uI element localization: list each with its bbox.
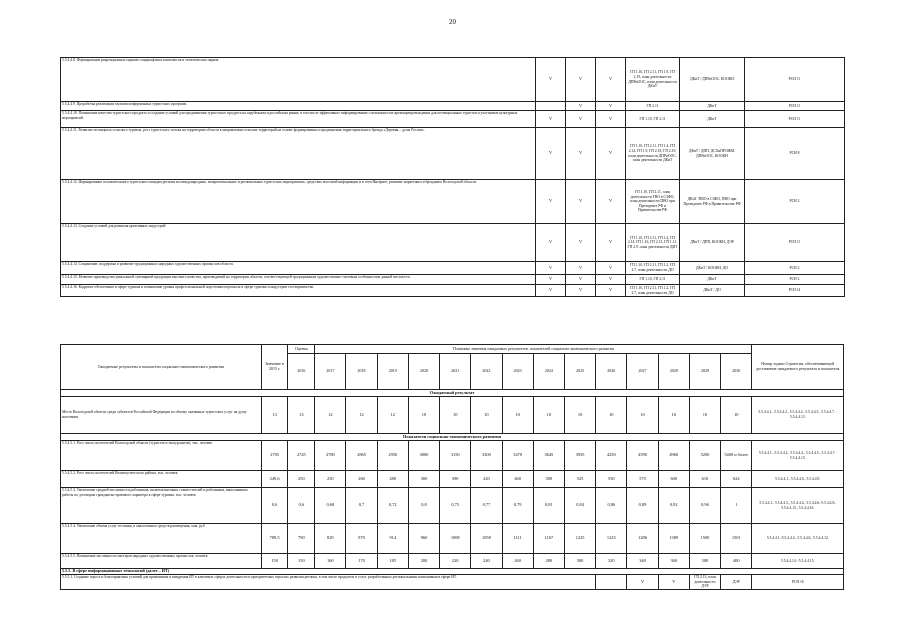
- indicator-value: 4960: [658, 441, 689, 471]
- period-mark-3: V: [596, 275, 626, 285]
- result-value: 10: [471, 397, 502, 434]
- indicator-value: 0,7: [346, 488, 377, 524]
- measure-text: 5.5.4.4.12. Формирование положительного туристского имиджа региона на международных, межрегиональных и региональных туристских мероприятиях, средствах массовой информации и в сети Интернет, развитие маркетинга и брендинга Вологодской области.: [61, 180, 536, 224]
- program-cell: ГП 2.11: [626, 102, 680, 111]
- indicator-value: 400: [721, 554, 752, 569]
- indicator-value: 1389: [658, 524, 689, 554]
- result-value: 10: [689, 397, 720, 434]
- indicator-value: 829: [315, 524, 346, 554]
- result-value: 12: [346, 397, 377, 434]
- year-header: 2024: [533, 354, 564, 390]
- indicator-value: 170: [346, 554, 377, 569]
- indicator-value: 2705: [261, 441, 288, 471]
- indicator-row: [61, 488, 844, 524]
- header-2015: Значение в 2015 г.: [261, 345, 288, 390]
- year-header: 2021: [440, 354, 471, 390]
- result-value: 10: [564, 397, 595, 434]
- measure-row: [61, 275, 845, 285]
- indicators-table: [60, 344, 844, 590]
- responsible-cell: ДКиТ /ПВО в СЗФО, ПВО при Президенте РФ и Правительстве РФ: [680, 180, 745, 224]
- indicator-value: 575: [627, 471, 658, 488]
- result-value: 13: [261, 397, 288, 434]
- period-mark-1: V: [536, 58, 566, 102]
- measure-text: 5.5.4.4.16. Кадровое обеспечение в сфере туризма и повышение уровня профессиональной подготовки персонала в сфере туризма и индустрии гостеприимства.: [61, 285, 536, 297]
- indicator-value: 500: [533, 471, 564, 488]
- link-cell: РСН 11: [745, 102, 845, 111]
- indicator-value: 390: [440, 471, 471, 488]
- header-planned-values: Плановые значения ожидаемых результатов, показателей социально-экономического развития: [315, 345, 752, 354]
- result-value: 10: [533, 397, 564, 434]
- indicator-value: 260: [346, 471, 377, 488]
- indicator-value: 1111: [502, 524, 533, 554]
- period-mark-1: V: [536, 285, 566, 297]
- indicator-value: 790: [288, 524, 315, 554]
- indicator-value: 5400 и более: [721, 441, 752, 471]
- period-mark-3: V: [596, 262, 626, 275]
- indicator-value: 380: [689, 554, 720, 569]
- period-mark-1: [596, 575, 627, 590]
- responsible-cell: ДКиТ: [680, 275, 745, 285]
- period-mark-2: V: [566, 128, 596, 180]
- indicator-value: 1225: [596, 524, 627, 554]
- indicator-value: 0,86: [596, 488, 627, 524]
- period-mark-3: V: [596, 128, 626, 180]
- indicator-value: 914: [377, 524, 408, 554]
- result-task: 5.5.4.4.1., 5.5.4.4.2., 5.5.4.4.4., 5.5.4.4.5., 5.5.4.4.7. - 5.5.4.4.13.: [752, 397, 844, 434]
- header-estimate: Оценка: [288, 345, 315, 354]
- indicator-value: 300: [408, 471, 439, 488]
- indicator-value: 1: [721, 488, 752, 524]
- link-cell: РСН 2: [745, 275, 845, 285]
- indicator-value: 0,8: [408, 488, 439, 524]
- indicator-value: 1008: [440, 524, 471, 554]
- measure-text: 5.5.4.4.11. Развитие потенциала сельского туризма, рост туристского потока на территорию области в направлении сельских территорий на основе формирования и продвижения территориального бренда «Деревня – душа России».: [61, 128, 536, 180]
- measure-text: 5.5.4.4.13. Создание условий для развития креативных индустрий: [61, 224, 536, 262]
- period-mark-2: V: [566, 180, 596, 224]
- responsible-cell: ДКиТ: [680, 102, 745, 111]
- indicator-row: [61, 471, 844, 488]
- indicator-value: 0,75: [440, 488, 471, 524]
- indicator-value: 550: [596, 471, 627, 488]
- program-cell: ГП 1.10, ГП 2.11, ГП 1.2, ГП 2.7, план деятельности ДО: [626, 285, 680, 297]
- measure-text: 5.5.4.4.9. Проработка реализации мультиплатформенных туристских программ.: [61, 102, 536, 111]
- period-mark-1: V: [536, 180, 566, 224]
- year-header: 2022: [471, 354, 502, 390]
- period-mark-3: V: [596, 285, 626, 297]
- indicator-value: 870: [346, 524, 377, 554]
- responsible-cell: ДКиТ / ДПРиООС, КООКН: [680, 58, 745, 102]
- indicator-value: 185: [377, 554, 408, 569]
- indicator-value: 460: [502, 471, 533, 488]
- link-cell: РСН 11: [745, 111, 845, 128]
- indicator-value: 0,72: [377, 488, 408, 524]
- indicator-value: 250: [315, 471, 346, 488]
- indicator-value: 2865: [346, 441, 377, 471]
- period-mark-1: V: [536, 224, 566, 262]
- indicator-value: 0,6: [288, 488, 315, 524]
- program-cell: ГП 1.10, ГП 2.11: [626, 111, 680, 128]
- program-cell: ГП 2.13, план деятельности ДЭР: [689, 575, 720, 590]
- indicator-value: 1501: [721, 524, 752, 554]
- indicator-value: 200: [408, 554, 439, 569]
- indicator-value: 1058: [471, 524, 502, 554]
- responsible-cell: ДКиТ / ДО: [680, 285, 745, 297]
- indicator-value: 2950: [377, 441, 408, 471]
- period-mark-3: V: [596, 180, 626, 224]
- header-task-number: Номер задачи Стратегии, обеспечивающей достижение ожидаемого результата и показателя: [752, 345, 844, 390]
- year-header: 2020: [408, 354, 439, 390]
- year-header: 2028: [658, 354, 689, 390]
- indicator-value: 4590: [627, 441, 658, 471]
- indicator-value: 360: [658, 554, 689, 569]
- indicator-value: 0,92: [658, 488, 689, 524]
- year-header: 2025: [564, 354, 595, 390]
- indicator-value: 420: [471, 471, 502, 488]
- year-header: 2019: [377, 354, 408, 390]
- period-mark-2: V: [566, 224, 596, 262]
- link-cell: РСН 2: [745, 180, 845, 224]
- responsible-cell: ДКиТ / ДПП, КООКН, ДЭР: [680, 224, 745, 262]
- indicator-value: 0,96: [689, 488, 720, 524]
- year-header: 2030: [721, 354, 752, 390]
- indicator-row: [61, 554, 844, 569]
- it-measure-row: [61, 575, 844, 590]
- indicator-row: [61, 524, 844, 554]
- result-value: 12: [315, 397, 346, 434]
- indicator-task: 5.5.4.4.1.-5.5.4.4.4., 5.5.4.4.6., 5.5.4.4.12.: [752, 524, 844, 554]
- indicator-value: 260: [502, 554, 533, 569]
- indicator-value: 220: [440, 554, 471, 569]
- year-header: 2023: [502, 354, 533, 390]
- indicator-label: 5.5.4.5.1. Рост числа посетителей Вологодской области (туристов и экскурсантов), тыс. человек: [61, 441, 262, 471]
- year-header: 2017: [315, 354, 346, 390]
- indicator-task: 5.5.4.4.14. -5.5.4.4.15.: [752, 554, 844, 569]
- indicator-value: 320: [596, 554, 627, 569]
- measure-text: 5.5.4.4.10. Повышение качества туристского продукта и создание условий для продвижения туристского продукта на зарубежном и российском рынке, в том числе эффективное информирование о возможностях времяпрепровождения для потенциальных туристов и участников культурных мероприятий.: [61, 111, 536, 128]
- responsible-cell: ДКиТ: [680, 111, 745, 128]
- it-measure-text: 5.5.5.1. Создание спроса и благоприятных условий для применения и внедрения ИТ в ключевых сферах деятельности и приоритетных отраслях развития региона, в том числе продуктов и услуг, разработанных региональными компаниями в сфере ИТ.: [61, 575, 596, 590]
- period-mark-2: V: [566, 262, 596, 275]
- indicator-label: 5.5.4.5.2. Рост числа посетителей Великоустюгского района, тыс. человек: [61, 471, 262, 488]
- measure-text: 5.5.4.4.8. Формирование рекреационных парково-ландшафтных комплексов и тематических парков.: [61, 58, 536, 102]
- indicator-value: 1225: [564, 524, 595, 554]
- period-mark-2: V: [566, 285, 596, 297]
- measure-row: [61, 102, 845, 111]
- indicator-task: 5.5.4.4.1., 5.5.4.4.3., 5.5.4.4.4., 5.5.4.4.6.-5.5.4.4.8., 5.5.4.4.13., 5.5.4.4.16.: [752, 488, 844, 524]
- indicator-value: 150: [261, 554, 288, 569]
- header-results: Ожидаемые результаты и показатели социально-экономического развития: [61, 345, 262, 390]
- period-mark-3: V: [596, 58, 626, 102]
- page-number: 20: [449, 18, 456, 26]
- indicator-value: 0,77: [471, 488, 502, 524]
- period-mark-1: [536, 102, 566, 111]
- year-header: 2018: [346, 354, 377, 390]
- link-cell: РСН 2: [745, 262, 845, 275]
- indicator-value: 789,5: [261, 524, 288, 554]
- indicator-value: 340: [627, 554, 658, 569]
- measure-row: [61, 224, 845, 262]
- indicator-value: 960: [408, 524, 439, 554]
- period-mark-3: V: [596, 111, 626, 128]
- indicator-value: 3645: [533, 441, 564, 471]
- indicator-value: 0,84: [564, 488, 595, 524]
- indicator-value: 2780: [315, 441, 346, 471]
- result-value: 10: [658, 397, 689, 434]
- indicator-value: 0,89: [627, 488, 658, 524]
- year-header: 2016: [288, 354, 315, 390]
- measure-text: 5.5.4.4.15. Развитие производства уникальной сувенирной продукции высокого качества, производимой на территории области, соответствующей традиционным художественно-стилевым особенностям данной местности.: [61, 275, 536, 285]
- year-header: 2026: [596, 354, 627, 390]
- indicator-value: 1500: [689, 524, 720, 554]
- section-indicators: Показатели социально-экономического развития: [61, 434, 844, 441]
- indicator-value: 4250: [596, 441, 627, 471]
- indicator-value: 3000: [408, 441, 439, 471]
- indicator-value: 3470: [502, 441, 533, 471]
- result-value: 10: [502, 397, 533, 434]
- result-value: 10: [721, 397, 752, 434]
- indicator-label: 5.5.4.5.5. Повышение численности мастеров народных художественных промыслов, человек: [61, 554, 262, 569]
- result-value: 12: [377, 397, 408, 434]
- indicator-value: 600: [658, 471, 689, 488]
- indicator-value: 1167: [533, 524, 564, 554]
- indicator-value: 0,6: [261, 488, 288, 524]
- indicator-value: 2745: [288, 441, 315, 471]
- program-cell: ГП 1.10, ГП 2.11, ГП 1.4, ГП 2.14, ГП 1.9, ГП 2.18, ГП 2.19, план деятельности ДПРиООС, план деятельности ДКиТ: [626, 128, 680, 180]
- responsible-cell: ДКиТ / КООКН, ДО: [680, 262, 745, 275]
- period-mark-1: V: [536, 128, 566, 180]
- indicator-value: 0,79: [502, 488, 533, 524]
- indicator-row: [61, 441, 844, 471]
- measure-row: [61, 285, 845, 297]
- it-section-heading: 5.5.5. В сфере информационных технологий (далее – ИТ): [61, 569, 844, 575]
- year-header: 2029: [689, 354, 720, 390]
- indicator-value: 0,81: [533, 488, 564, 524]
- indicator-label: 5.5.4.5.3. Увеличение средней численности работников, включая внешних совместителей и работников, выполнявших работы по договорам гражданско-правового характера в сфере туризма, тыс. человек: [61, 488, 262, 524]
- program-cell: ГП 1.10, ГП 2.11, ГП 1.4, ГП 2.14, ГП 1.16, ГП 2.13, ГП 1.11, ГП 2.9, план деятельности ДИТ: [626, 224, 680, 262]
- indicator-task: 5.5.4.4.1., 5.5.4.4.6., 5.5.4.4.9.: [752, 471, 844, 488]
- link-cell: РСН 11: [745, 224, 845, 262]
- period-mark-3: V: [596, 224, 626, 262]
- program-cell: ГП 1.10, ГП 2.11, план деятельности ГВО в СЗФО, план деятельности ПВО при Президенте РФ и Правительстве РФ: [626, 180, 680, 224]
- measure-row: [61, 262, 845, 275]
- measure-row: [61, 58, 845, 102]
- responsible-cell: ДКиТ / ДПП, ДСХиПРОЖМ, ДПРиООС, КООКН: [680, 128, 745, 180]
- link-cell: РСН 11: [745, 58, 845, 102]
- period-mark-1: V: [536, 262, 566, 275]
- year-header: 2027: [627, 354, 658, 390]
- indicator-value: 3150: [440, 441, 471, 471]
- indicator-value: 249,6: [261, 471, 288, 488]
- indicator-value: 280: [377, 471, 408, 488]
- link-cell: РСН 8: [745, 128, 845, 180]
- result-value: 10: [440, 397, 471, 434]
- program-cell: ГП 1.10, ГП 2.11, ГП 1.2, ГП 2.7, план деятельности ДО: [626, 262, 680, 275]
- period-mark-2: V: [566, 102, 596, 111]
- indicator-value: 250: [288, 471, 315, 488]
- responsible-cell: ДЭР: [721, 575, 752, 590]
- period-mark-1: V: [536, 111, 566, 128]
- indicator-label: 5.5.4.5.4. Увеличение объема услуг гостиниц и аналогичных средств размещения, млн. руб: [61, 524, 262, 554]
- indicator-value: 280: [533, 554, 564, 569]
- indicator-value: 5200: [689, 441, 720, 471]
- period-mark-2: V: [566, 111, 596, 128]
- indicator-value: 610: [689, 471, 720, 488]
- indicator-value: 300: [564, 554, 595, 569]
- indicator-value: 0,68: [315, 488, 346, 524]
- result-value: 10: [408, 397, 439, 434]
- indicator-value: 525: [564, 471, 595, 488]
- indicator-value: 3300: [471, 441, 502, 471]
- section-expected-result: Ожидаемый результат: [61, 390, 844, 397]
- measure-text: 5.5.4.4.14. Сохранение, поддержка и развитие традиционных народных художественных промыслов области.: [61, 262, 536, 275]
- measure-row: [61, 111, 845, 128]
- measures-table: [60, 57, 845, 297]
- result-value: 10: [596, 397, 627, 434]
- indicator-task: 5.5.4.4.1., 5.5.4.4.2., 5.5.4.4.4., 5.5.4.4.5., 5.5.4.4.7.- 5.5.4.4.13.: [752, 441, 844, 471]
- program-cell: ГП 1.10, ГП 2.11: [626, 275, 680, 285]
- indicator-value: 150: [288, 554, 315, 569]
- link-cell: РСН 16: [752, 575, 844, 590]
- indicator-value: 1286: [627, 524, 658, 554]
- measure-row: [61, 128, 845, 180]
- period-mark-1: V: [536, 275, 566, 285]
- period-mark-3: V: [658, 575, 689, 590]
- result-value: 13: [288, 397, 315, 434]
- result-value: 10: [627, 397, 658, 434]
- measure-row: [61, 180, 845, 224]
- period-mark-2: V: [627, 575, 658, 590]
- indicator-value: 3935: [564, 441, 595, 471]
- period-mark-3: V: [596, 102, 626, 111]
- indicator-value: 624: [721, 471, 752, 488]
- result-label: Место Вологодской области среди субъектов Российской Федерации по объему оказанных туристских услуг на душу населения: [61, 397, 262, 434]
- period-mark-2: V: [566, 58, 596, 102]
- program-cell: ГП 1.10, ГП 2.11, ГП 1.9, ГП 2.19, план деятельности ДПРиООС, план деятельности ДКиТ: [626, 58, 680, 102]
- indicator-value: 240: [471, 554, 502, 569]
- indicator-value: 160: [315, 554, 346, 569]
- period-mark-2: V: [566, 275, 596, 285]
- link-cell: РСН 14: [745, 285, 845, 297]
